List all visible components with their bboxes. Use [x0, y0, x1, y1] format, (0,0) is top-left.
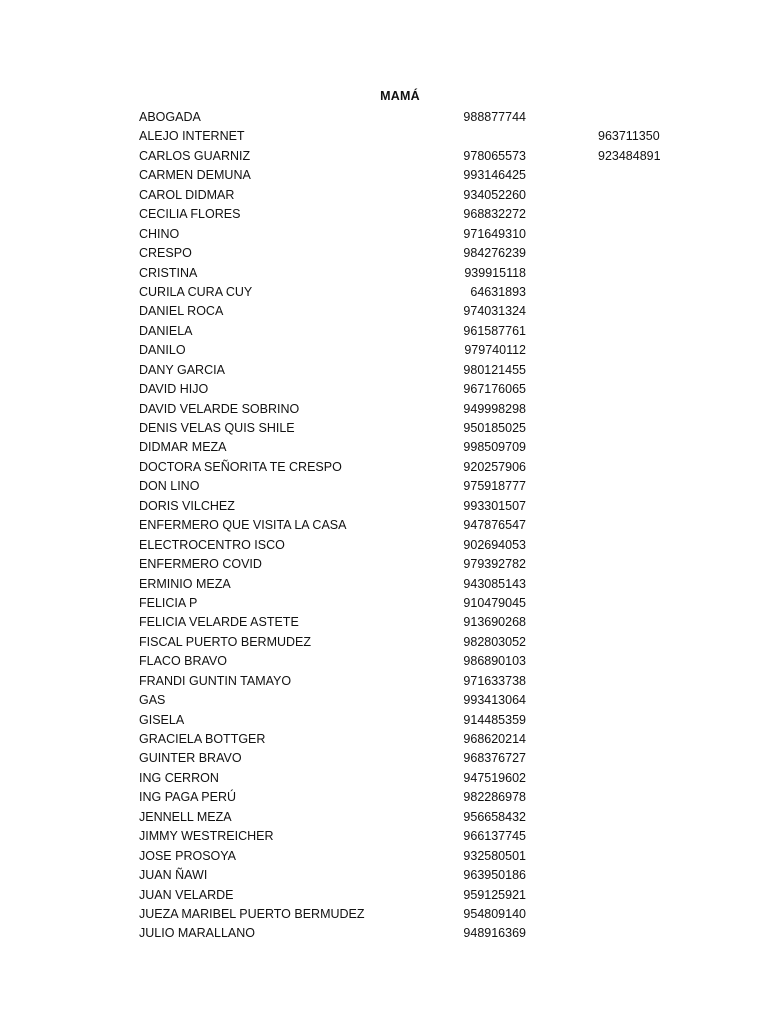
contact-name: FLACO BRAVO — [139, 654, 227, 669]
contact-name: CECILIA FLORES — [139, 207, 241, 222]
contact-row — [139, 652, 699, 671]
contact-row — [139, 886, 699, 905]
contact-row — [139, 594, 699, 613]
contact-phone: 980121455 — [463, 362, 526, 377]
contact-name: CRISTINA — [139, 265, 198, 280]
contact-row — [139, 808, 699, 827]
contact-phone: 934052260 — [463, 187, 526, 202]
contact-phone: 967176065 — [463, 382, 526, 397]
contact-phone: 932580501 — [463, 848, 526, 863]
page-title: MAMÁ — [380, 89, 420, 103]
contact-name: CURILA CURA CUY — [139, 284, 253, 299]
contact-row — [139, 419, 699, 438]
contact-row — [139, 438, 699, 457]
contact-name: DANILO — [139, 343, 186, 358]
contact-name: DIDMAR MEZA — [139, 440, 227, 455]
contact-phone: 920257906 — [463, 459, 526, 474]
contact-name: DAVID VELARDE SOBRINO — [139, 401, 300, 416]
contact-phone: 968376727 — [463, 751, 526, 766]
contact-name: FELICIA P — [139, 595, 198, 610]
contact-row — [139, 380, 699, 399]
contact-phone: 978065573 — [463, 148, 526, 163]
contact-phone: 948916369 — [463, 926, 526, 941]
contact-name: DORIS VILCHEZ — [139, 498, 235, 513]
contact-name: JULIO MARALLANO — [139, 926, 256, 941]
contact-row — [139, 186, 699, 205]
contact-phone-secondary: 923484891 — [598, 148, 661, 163]
contact-row — [139, 613, 699, 632]
contact-name: ELECTROCENTRO ISCO — [139, 537, 285, 552]
contact-phone: 947876547 — [463, 518, 526, 533]
contact-phone: 949998298 — [463, 401, 526, 416]
contact-name: ALEJO INTERNET — [139, 129, 245, 144]
contact-name: DAVID HIJO — [139, 382, 209, 397]
contact-name: GRACIELA BOTTGER — [139, 732, 266, 746]
contact-list — [139, 108, 699, 944]
contact-name: JOSE PROSOYA — [139, 848, 237, 863]
contact-row — [139, 341, 699, 360]
contact-phone: 939915118 — [464, 265, 526, 280]
contact-row — [139, 264, 699, 283]
contact-phone: 968620214 — [463, 732, 526, 746]
contact-phone: 963950186 — [463, 868, 526, 883]
contact-name: ERMINIO MEZA — [139, 576, 231, 591]
contact-row — [139, 730, 699, 749]
contact-row — [139, 672, 699, 691]
contact-row — [139, 691, 699, 710]
contact-name: DON LINO — [139, 479, 200, 494]
contact-name: DENIS VELAS QUIS SHILE — [139, 421, 295, 435]
contact-row — [139, 127, 699, 146]
contact-row — [139, 633, 699, 652]
contact-row — [139, 924, 699, 943]
contact-phone: 961587761 — [463, 323, 526, 338]
contact-phone: 971633738 — [463, 673, 526, 688]
contact-row — [139, 322, 699, 341]
contact-row — [139, 711, 699, 730]
contact-name: GAS — [139, 693, 166, 708]
contact-phone: 902694053 — [463, 537, 526, 552]
contact-name: DANIELA — [139, 323, 193, 338]
contact-name: DOCTORA SEÑORITA TE CRESPO — [139, 459, 342, 474]
contact-name: FRANDI GUNTIN TAMAYO — [139, 673, 292, 688]
contact-phone: 943085143 — [463, 576, 526, 591]
contact-phone-secondary: 963711350 — [598, 129, 660, 144]
contact-row — [139, 847, 699, 866]
contact-phone: 64631893 — [470, 284, 526, 299]
contact-name: CAROL DIDMAR — [139, 187, 235, 202]
contact-row — [139, 147, 699, 166]
contact-phone: 993413064 — [463, 693, 526, 708]
contact-name: FISCAL PUERTO BERMUDEZ — [139, 634, 312, 649]
contact-name: ENFERMERO QUE VISITA LA CASA — [139, 518, 347, 533]
contact-phone: 956658432 — [463, 809, 526, 824]
contact-phone: 984276239 — [463, 246, 526, 261]
contact-name: GUINTER BRAVO — [139, 751, 242, 766]
contact-name: JUEZA MARIBEL PUERTO BERMUDEZ — [139, 906, 365, 921]
contact-phone: 974031324 — [463, 304, 526, 319]
contact-row — [139, 361, 699, 380]
contact-row — [139, 575, 699, 594]
contact-name: CARLOS GUARNIZ — [139, 148, 251, 163]
contact-name: GISELA — [139, 712, 185, 727]
contact-name: CRESPO — [139, 246, 192, 261]
contact-row — [139, 302, 699, 321]
contact-phone: 982286978 — [463, 790, 526, 805]
contact-phone: 947519602 — [463, 770, 526, 785]
contact-name: FELICIA VELARDE ASTETE — [139, 615, 299, 630]
contact-row — [139, 205, 699, 224]
contact-row — [139, 827, 699, 846]
contact-row — [139, 749, 699, 768]
contact-phone: 914485359 — [463, 712, 526, 727]
contact-name: JIMMY WESTREICHER — [139, 829, 274, 844]
contact-name: CARMEN DEMUNA — [139, 168, 251, 183]
contact-row — [139, 108, 699, 127]
contact-row — [139, 400, 699, 419]
contact-row — [139, 477, 699, 496]
contact-row — [139, 555, 699, 574]
contact-row — [139, 905, 699, 924]
contact-phone: 988877744 — [463, 110, 526, 124]
contact-name: JUAN VELARDE — [139, 887, 234, 902]
contact-name: ING PAGA PERÚ — [139, 790, 237, 805]
contact-name: ABOGADA — [139, 110, 201, 124]
contact-phone: 993301507 — [463, 498, 526, 513]
contact-phone: 979740112 — [464, 343, 526, 358]
contact-phone: 954809140 — [463, 906, 526, 921]
contact-row — [139, 225, 699, 244]
contact-row — [139, 769, 699, 788]
contact-phone: 993146425 — [463, 168, 526, 183]
contact-phone: 913690268 — [463, 615, 526, 630]
contact-row — [139, 283, 699, 302]
contact-phone: 975918777 — [463, 479, 526, 494]
contact-phone: 979392782 — [463, 557, 526, 572]
contact-name: DANIEL ROCA — [139, 304, 224, 319]
contact-name: CHINO — [139, 226, 180, 241]
contact-phone: 986890103 — [463, 654, 526, 669]
contact-row — [139, 166, 699, 185]
contact-row — [139, 497, 699, 516]
contact-phone: 910479045 — [463, 595, 526, 610]
contact-row — [139, 516, 699, 535]
contact-phone: 971649310 — [463, 226, 526, 241]
contact-phone: 998509709 — [463, 440, 526, 455]
contact-name: JUAN ÑAWI — [139, 868, 208, 883]
contact-row — [139, 536, 699, 555]
contact-phone: 982803052 — [463, 634, 526, 649]
contact-name: ING CERRON — [139, 770, 219, 785]
contact-row — [139, 458, 699, 477]
contact-phone: 968832272 — [463, 207, 526, 222]
contact-phone: 959125921 — [463, 887, 526, 902]
contact-row — [139, 866, 699, 885]
contact-name: DANY GARCIA — [139, 362, 225, 377]
contact-name: JENNELL MEZA — [139, 809, 232, 824]
contact-row — [139, 244, 699, 263]
contact-phone: 966137745 — [463, 829, 526, 844]
contact-phone: 950185025 — [463, 421, 526, 435]
contact-name: ENFERMERO COVID — [139, 557, 262, 572]
contact-row — [139, 788, 699, 807]
